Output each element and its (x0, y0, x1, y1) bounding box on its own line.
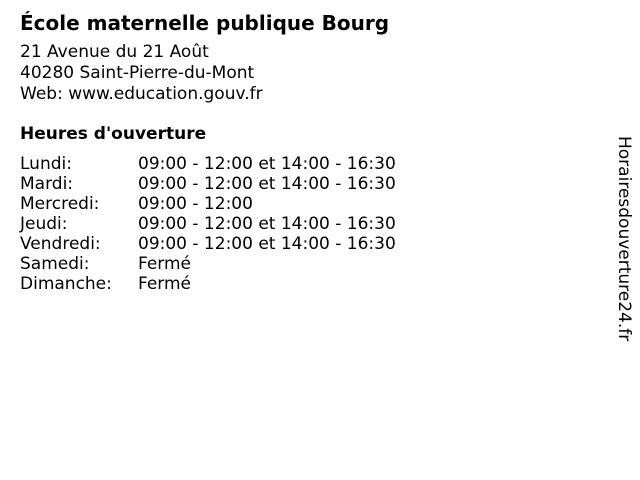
hours-time: 09:00 - 12:00 et 14:00 - 16:30 (138, 234, 396, 254)
site-brand-vertical-text: Horairesdouverture24.fr (614, 136, 634, 342)
opening-hours-heading: Heures d'ouverture (20, 124, 207, 144)
hours-time: 09:00 - 12:00 et 14:00 - 16:30 (138, 214, 396, 234)
hours-row-mardi (20, 174, 396, 194)
address-web: Web: www.education.gouv.fr (20, 84, 263, 104)
hours-day: Vendredi: (20, 234, 101, 254)
address-street: 21 Avenue du 21 Août (20, 42, 209, 62)
hours-row-vendredi (20, 234, 396, 254)
hours-row-samedi (20, 254, 396, 274)
hours-time: 09:00 - 12:00 et 14:00 - 16:30 (138, 154, 396, 174)
hours-day: Lundi: (20, 154, 72, 174)
hours-day: Mercredi: (20, 194, 100, 214)
hours-day: Jeudi: (20, 214, 68, 234)
opening-hours-table (20, 154, 396, 294)
hours-time: Fermé (138, 254, 192, 274)
hours-time: 09:00 - 12:00 (138, 194, 253, 214)
hours-row-dimanche (20, 274, 396, 294)
hours-day: Mardi: (20, 174, 74, 194)
address-block (20, 42, 263, 105)
hours-day: Samedi: (20, 254, 90, 274)
hours-row-jeudi (20, 214, 396, 234)
hours-time: 09:00 - 12:00 et 14:00 - 16:30 (138, 174, 396, 194)
hours-row-lundi (20, 154, 396, 174)
address-city: 40280 Saint-Pierre-du-Mont (20, 63, 255, 83)
hours-time: Fermé (138, 274, 192, 294)
hours-row-mercredi (20, 194, 396, 214)
school-name-title: École maternelle publique Bourg (20, 11, 390, 35)
hours-day: Dimanche: (20, 274, 112, 294)
